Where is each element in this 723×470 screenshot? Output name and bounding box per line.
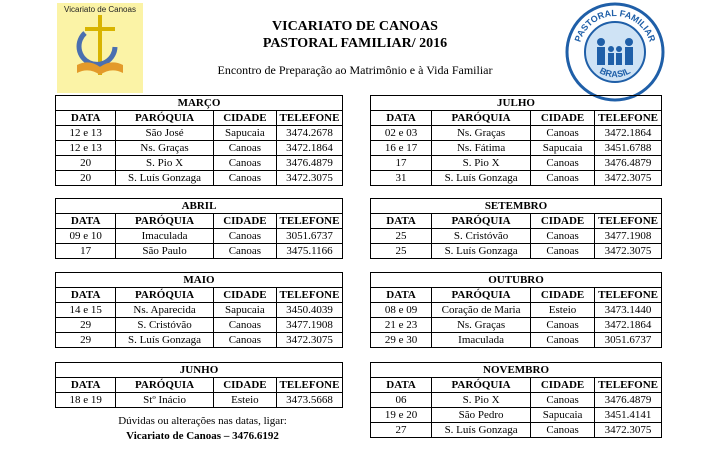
schedule-table-marco xyxy=(55,95,343,186)
cell-telefone: 3476.4879 xyxy=(595,393,662,408)
contact-note-text: Dúvidas ou alterações nas datas, ligar: xyxy=(118,415,287,427)
cell-paroquia: Imaculada xyxy=(432,333,531,348)
column-header-telefone: TELEFONE xyxy=(276,111,342,126)
table-row xyxy=(56,318,343,333)
cell-data: 20 xyxy=(56,171,116,186)
cell-data: 06 xyxy=(371,393,432,408)
month-heading: OUTUBRO xyxy=(371,273,662,288)
header-title: VICARIATO DE CANOAS xyxy=(272,19,438,34)
schedule-table-julho xyxy=(370,95,662,186)
column-header-paroquia: PARÓQUIA xyxy=(432,378,531,393)
schedule-table-abril xyxy=(55,198,343,259)
table-row xyxy=(56,156,343,171)
column-header-data: DATA xyxy=(371,111,432,126)
cell-cidade: Esteio xyxy=(531,303,595,318)
table-row xyxy=(56,141,343,156)
cell-data: 29 e 30 xyxy=(371,333,432,348)
cell-telefone: 3051.6737 xyxy=(595,333,662,348)
family-emblem-icon xyxy=(565,2,665,102)
cell-cidade: Canoas xyxy=(531,423,595,438)
schedule-table-maio xyxy=(55,272,343,348)
cell-paroquia: São Paulo xyxy=(116,244,214,259)
cell-data: 17 xyxy=(56,244,116,259)
table-row xyxy=(371,408,662,423)
cell-paroquia: Coração de Maria xyxy=(432,303,531,318)
table-row xyxy=(56,126,343,141)
column-header-paroquia: PARÓQUIA xyxy=(116,111,214,126)
cell-cidade: Canoas xyxy=(531,229,595,244)
cell-data: 17 xyxy=(371,156,432,171)
table-row xyxy=(56,229,343,244)
cell-paroquia: S. Luís Gonzaga xyxy=(116,333,214,348)
cell-cidade: Canoas xyxy=(213,333,276,348)
cell-cidade: Canoas xyxy=(531,333,595,348)
cell-cidade: Canoas xyxy=(531,171,595,186)
cell-telefone: 3451.4141 xyxy=(595,408,662,423)
table-row xyxy=(371,244,662,259)
cell-paroquia: Imaculada xyxy=(116,229,214,244)
cell-paroquia: Stº Inácio xyxy=(116,393,214,408)
column-header-paroquia: PARÓQUIA xyxy=(116,288,214,303)
column-header-paroquia: PARÓQUIA xyxy=(432,111,531,126)
table-row xyxy=(56,171,343,186)
cell-data: 20 xyxy=(56,156,116,171)
column-header-paroquia: PARÓQUIA xyxy=(432,214,531,229)
cell-cidade: Sapucaia xyxy=(213,303,276,318)
table-row xyxy=(371,141,662,156)
cell-telefone: 3476.4879 xyxy=(276,156,342,171)
cell-telefone: 3474.2678 xyxy=(276,126,342,141)
cell-paroquia: S. Pio X xyxy=(432,393,531,408)
cell-paroquia: S. Luís Gonzaga xyxy=(116,171,214,186)
table-row xyxy=(371,171,662,186)
column-header-cidade: CIDADE xyxy=(213,378,276,393)
table-row xyxy=(371,156,662,171)
column-header-telefone: TELEFONE xyxy=(276,288,342,303)
schedule-table-novembro xyxy=(370,362,662,438)
month-heading: JULHO xyxy=(371,96,662,111)
contact-note xyxy=(55,414,350,444)
table-row xyxy=(371,229,662,244)
cell-paroquia: S. Cristóvão xyxy=(116,318,214,333)
vicariato-logo xyxy=(57,3,143,93)
cell-telefone: 3472.1864 xyxy=(595,126,662,141)
column-header-cidade: CIDADE xyxy=(531,378,595,393)
header-subtitle-year: PASTORAL FAMILIAR/ 2016 xyxy=(262,36,448,51)
cell-paroquia: S. Pio X xyxy=(432,156,531,171)
cell-cidade: Canoas xyxy=(213,244,276,259)
cell-cidade: Canoas xyxy=(531,156,595,171)
column-header-cidade: CIDADE xyxy=(213,214,276,229)
cell-data: 29 xyxy=(56,318,116,333)
cell-telefone: 3472.3075 xyxy=(595,423,662,438)
table-row xyxy=(56,333,343,348)
cell-cidade: Canoas xyxy=(531,393,595,408)
cell-data: 09 e 10 xyxy=(56,229,116,244)
table-row xyxy=(371,333,662,348)
contact-phone: Vicariato de Canoas – 3476.6192 xyxy=(126,430,279,442)
table-row xyxy=(56,393,343,408)
cell-cidade: Canoas xyxy=(213,141,276,156)
month-heading: ABRIL xyxy=(56,199,343,214)
column-header-telefone: TELEFONE xyxy=(595,288,662,303)
cell-cidade: Canoas xyxy=(213,318,276,333)
cell-cidade: Canoas xyxy=(531,126,595,141)
cell-paroquia: Ns. Graças xyxy=(116,141,214,156)
month-heading: SETEMBRO xyxy=(371,199,662,214)
schedule-table-junho xyxy=(55,362,343,408)
month-heading: MAIO xyxy=(56,273,343,288)
cell-data: 25 xyxy=(371,229,432,244)
cell-cidade: Sapucaia xyxy=(531,408,595,423)
cell-paroquia: Ns. Aparecida xyxy=(116,303,214,318)
month-heading: JUNHO xyxy=(56,363,343,378)
cell-data: 12 e 13 xyxy=(56,141,116,156)
table-row xyxy=(371,318,662,333)
cell-cidade: Sapucaia xyxy=(213,126,276,141)
column-header-paroquia: PARÓQUIA xyxy=(116,214,214,229)
schedule-table-outubro xyxy=(370,272,662,348)
logo-top-text: PASTORAL FAMILIAR xyxy=(572,7,658,44)
column-header-data: DATA xyxy=(56,214,116,229)
table-row xyxy=(56,244,343,259)
cell-cidade: Sapucaia xyxy=(531,141,595,156)
column-header-data: DATA xyxy=(371,288,432,303)
table-row xyxy=(56,303,343,318)
cell-telefone: 3475.1166 xyxy=(276,244,342,259)
column-header-data: DATA xyxy=(371,378,432,393)
cell-paroquia: São Pedro xyxy=(432,408,531,423)
cell-paroquia: S. Luís Gonzaga xyxy=(432,423,531,438)
cell-telefone: 3472.3075 xyxy=(595,244,662,259)
cell-data: 21 e 23 xyxy=(371,318,432,333)
cell-data: 25 xyxy=(371,244,432,259)
cell-telefone: 3051.6737 xyxy=(276,229,342,244)
month-heading: MARÇO xyxy=(56,96,343,111)
cell-telefone: 3472.3075 xyxy=(276,333,342,348)
cell-data: 18 e 19 xyxy=(56,393,116,408)
cell-paroquia: São José xyxy=(116,126,214,141)
column-header-telefone: TELEFONE xyxy=(276,214,342,229)
schedule-table-setembro xyxy=(370,198,662,259)
cell-paroquia: S. Pio X xyxy=(116,156,214,171)
column-header-cidade: CIDADE xyxy=(531,288,595,303)
table-row xyxy=(371,393,662,408)
logo-bottom-text: BRASIL xyxy=(598,65,632,80)
cell-telefone: 3477.1908 xyxy=(595,229,662,244)
page-header xyxy=(150,18,560,52)
cell-telefone: 3472.1864 xyxy=(276,141,342,156)
column-header-data: DATA xyxy=(56,288,116,303)
cell-data: 31 xyxy=(371,171,432,186)
event-description: Encontro de Preparação ao Matrimônio e à Vida Familiar xyxy=(217,63,493,77)
column-header-paroquia: PARÓQUIA xyxy=(116,378,214,393)
cell-cidade: Canoas xyxy=(531,318,595,333)
pastoral-familiar-logo xyxy=(565,2,665,102)
cell-paroquia: Ns. Graças xyxy=(432,126,531,141)
cell-telefone: 3476.4879 xyxy=(595,156,662,171)
cell-paroquia: Ns. Graças xyxy=(432,318,531,333)
cell-cidade: Canoas xyxy=(213,156,276,171)
column-header-cidade: CIDADE xyxy=(213,111,276,126)
vicariato-logo-label: Vicariato de Canoas xyxy=(64,5,136,14)
column-header-paroquia: PARÓQUIA xyxy=(432,288,531,303)
cell-data: 12 e 13 xyxy=(56,126,116,141)
cell-cidade: Canoas xyxy=(531,244,595,259)
cell-data: 14 e 15 xyxy=(56,303,116,318)
column-header-telefone: TELEFONE xyxy=(276,378,342,393)
cell-telefone: 3473.1440 xyxy=(595,303,662,318)
month-heading: NOVEMBRO xyxy=(371,363,662,378)
table-row xyxy=(371,126,662,141)
column-header-cidade: CIDADE xyxy=(213,288,276,303)
cell-paroquia: S. Luís Gonzaga xyxy=(432,244,531,259)
table-row xyxy=(371,423,662,438)
column-header-telefone: TELEFONE xyxy=(595,378,662,393)
cell-cidade: Esteio xyxy=(213,393,276,408)
column-header-telefone: TELEFONE xyxy=(595,111,662,126)
cell-telefone: 3473.5668 xyxy=(276,393,342,408)
column-header-cidade: CIDADE xyxy=(531,214,595,229)
cell-telefone: 3450.4039 xyxy=(276,303,342,318)
cell-paroquia: S. Cristóvão xyxy=(432,229,531,244)
cell-telefone: 3477.1908 xyxy=(276,318,342,333)
column-header-data: DATA xyxy=(371,214,432,229)
cell-data: 08 e 09 xyxy=(371,303,432,318)
cell-cidade: Canoas xyxy=(213,229,276,244)
cell-data: 02 e 03 xyxy=(371,126,432,141)
cell-cidade: Canoas xyxy=(213,171,276,186)
column-header-data: DATA xyxy=(56,378,116,393)
cell-data: 27 xyxy=(371,423,432,438)
cell-telefone: 3472.3075 xyxy=(276,171,342,186)
table-row xyxy=(371,303,662,318)
cell-paroquia: Ns. Fátima xyxy=(432,141,531,156)
column-header-telefone: TELEFONE xyxy=(595,214,662,229)
column-header-cidade: CIDADE xyxy=(531,111,595,126)
cell-data: 16 e 17 xyxy=(371,141,432,156)
cell-data: 29 xyxy=(56,333,116,348)
cell-data: 19 e 20 xyxy=(371,408,432,423)
cell-telefone: 3472.1864 xyxy=(595,318,662,333)
cross-bible-icon xyxy=(57,3,143,93)
cell-paroquia: S. Luís Gonzaga xyxy=(432,171,531,186)
cell-telefone: 3451.6788 xyxy=(595,141,662,156)
cell-telefone: 3472.3075 xyxy=(595,171,662,186)
column-header-data: DATA xyxy=(56,111,116,126)
